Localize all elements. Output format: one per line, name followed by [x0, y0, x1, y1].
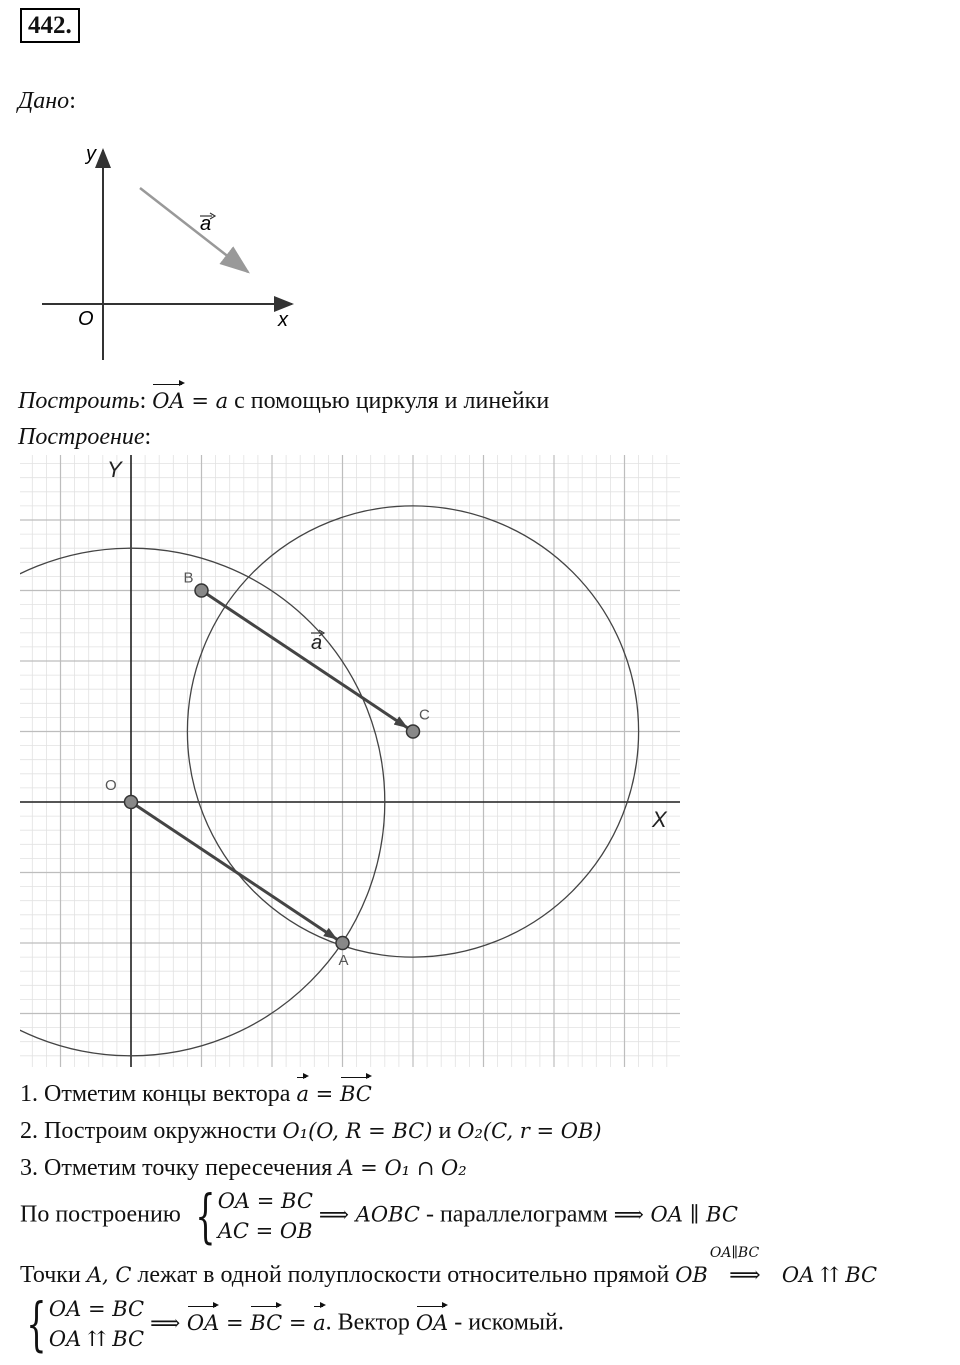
point-o	[125, 796, 138, 809]
given-vector-a	[140, 188, 248, 272]
task-eq: = a	[191, 389, 229, 413]
point-a	[336, 937, 349, 950]
axes	[20, 455, 680, 1067]
grid-minor	[20, 455, 680, 1067]
conclusion-1-eq2: AC = OB	[217, 1219, 313, 1243]
given-vector-label: a	[200, 213, 212, 235]
task-label: Построить	[18, 388, 140, 414]
point-b	[195, 584, 208, 597]
vec-oa: OA	[152, 386, 184, 416]
conclusion-2-over: OA∥BC	[709, 1245, 760, 1261]
step-3-text: 3. Отметим точку пересечения	[20, 1155, 339, 1181]
conclusion-3-arrow: ⟹	[150, 1310, 181, 1335]
point-label-o: O	[105, 777, 117, 794]
conclusion-2-rest: лежат в одной полуплоскости относительно прямой	[131, 1262, 676, 1288]
point-label-a: A	[338, 952, 349, 969]
grid-major	[20, 455, 680, 1067]
conclusion-1-middle: - параллелограмм	[419, 1201, 614, 1228]
plot-vector-label: a	[311, 632, 323, 654]
conclusion-2-line: OB	[675, 1263, 708, 1287]
conclusion-3-eq2: OA ⇈ BC	[48, 1327, 145, 1351]
conclusion-2-points: A, C	[86, 1263, 132, 1287]
conclusion-3-end: - искомый.	[448, 1309, 564, 1336]
step-2	[20, 1116, 602, 1146]
step-1-math: a = BC	[296, 1082, 371, 1106]
plot-x-axis-label: X	[652, 807, 667, 832]
conclusion-1: По построению { OA = BC AC = OB ⟹ AOBC - параллелограмм ⟹ OA ∥ BC	[20, 1182, 738, 1250]
conclusion-3-vec-oa: OA	[187, 1308, 219, 1338]
conclusion-3: { OA = BC OA ⇈ BC ⟹ OA = BC = a. Вектор OA - искомый.	[26, 1290, 564, 1358]
point-label-c: C	[419, 706, 430, 724]
step-1	[20, 1079, 372, 1109]
step-2-math-1: O₁(O, R = BC)	[282, 1119, 433, 1143]
conclusion-3-vec-a: a	[313, 1308, 326, 1338]
task-text: с помощью циркуля и линейки	[234, 388, 550, 414]
vector-bc	[202, 591, 408, 728]
plot-y-axis-label: Y	[107, 457, 122, 482]
given-origin-label: O	[78, 308, 94, 330]
step-1-text: 1. Отметим концы вектора	[20, 1081, 297, 1107]
conclusion-3-vec-oa-2: OA	[416, 1308, 448, 1338]
conclusion-1-eq1: OA = BC	[217, 1189, 313, 1213]
problem-number: 442.	[20, 8, 80, 43]
conclusion-1-prefix: По построению	[20, 1201, 181, 1228]
conclusion-3-vec-bc: BC	[250, 1308, 282, 1338]
vector-oa	[131, 802, 337, 939]
step-2-math-2: O₂(C, r = OB)	[457, 1119, 602, 1143]
given-y-label: y	[86, 143, 96, 165]
given-label: Дано:	[18, 88, 76, 114]
given-figure	[30, 140, 310, 368]
construction-plot	[20, 455, 680, 1067]
step-2-text: 2. Построим окружности	[20, 1118, 283, 1144]
step-3	[20, 1153, 467, 1183]
construction-label-text: Построение	[18, 424, 145, 450]
conclusion-2-result: OA ⇈ BC	[781, 1263, 878, 1287]
point-label-b: B	[183, 569, 194, 587]
step-2-and: и	[432, 1118, 458, 1144]
conclusion-2-text: Точки	[20, 1262, 87, 1288]
conclusion-1-arrow1: ⟹ AOBC	[318, 1202, 420, 1227]
conclusion-2	[20, 1245, 878, 1291]
task-line: Построить: OA = a с помощью циркуля и линейки	[18, 388, 550, 414]
conclusion-2-implies: OA∥BC ⟹	[714, 1260, 776, 1291]
point-c	[407, 725, 420, 738]
construction-label: Построение:	[18, 424, 152, 450]
given-x-label: x	[278, 309, 288, 331]
points	[105, 570, 430, 970]
given-label-text: Дано	[18, 88, 70, 114]
conclusion-1-arrow2: ⟹ OA ∥ BC	[613, 1202, 738, 1227]
conclusion-3-eq1: OA = BC	[48, 1297, 145, 1321]
conclusion-3-text: . Вектор	[325, 1309, 416, 1336]
step-3-math: A = O₁ ∩ O₂	[338, 1156, 467, 1180]
